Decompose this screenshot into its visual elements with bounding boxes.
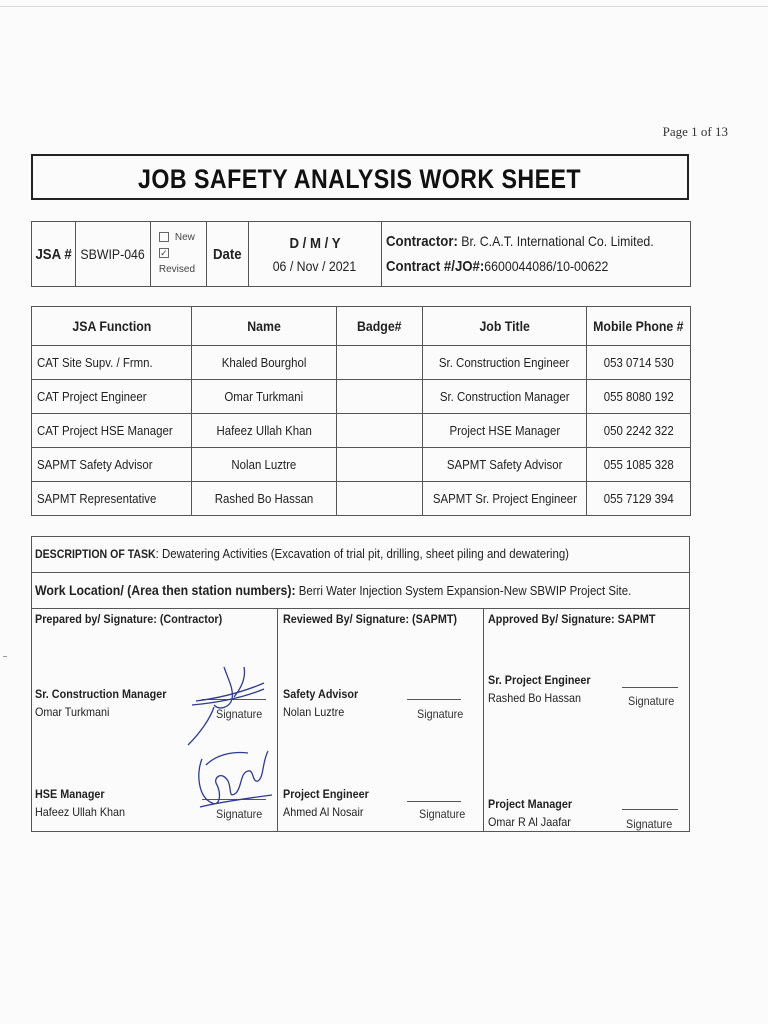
phone-cell: 053 0714 530 <box>587 346 691 380</box>
function-cell: CAT Project Engineer <box>32 380 192 414</box>
scan-mark <box>3 656 7 657</box>
signature-line <box>407 699 461 700</box>
new-option <box>151 230 206 246</box>
signature-label[interactable]: Signature <box>419 807 466 821</box>
table-row <box>32 448 691 482</box>
approved-name: Rashed Bo Hassan <box>488 691 582 705</box>
function-cell: SAPMT Representative <box>32 482 192 516</box>
date-label: Date <box>213 245 242 263</box>
signature-label[interactable]: Signature <box>628 694 675 708</box>
scan-edge-line <box>0 6 768 7</box>
reviewed-role: Project Engineer <box>283 787 369 801</box>
job-title-cell: Project HSE Manager <box>422 414 587 448</box>
contractor-cell <box>381 222 690 287</box>
contract-value: 6600044086/10-00622 <box>484 258 609 274</box>
prepared-role: HSE Manager <box>35 787 105 801</box>
reviewed-name: Nolan Luztre <box>283 705 345 719</box>
badge-cell <box>337 346 423 380</box>
status-cell <box>150 222 206 287</box>
function-cell: SAPMT Safety Advisor <box>32 448 192 482</box>
phone-cell: 055 8080 192 <box>587 380 691 414</box>
dmy-label: D / M / Y <box>289 234 341 252</box>
table-row <box>32 414 691 448</box>
handwritten-signature <box>184 659 268 751</box>
contract-label: Contract #/JO#: <box>385 258 485 275</box>
badge-cell <box>337 380 423 414</box>
col-header-phone: Mobile Phone # <box>587 307 691 346</box>
function-cell: CAT Project HSE Manager <box>32 414 192 448</box>
personnel-header-row <box>32 307 691 346</box>
name-cell: Khaled Bourghol <box>192 346 337 380</box>
name-cell: Omar Turkmani <box>192 380 337 414</box>
page-number: Page 1 of 13 <box>662 124 728 139</box>
jsa-label: JSA # <box>35 245 72 263</box>
badge-cell <box>337 482 423 516</box>
column-divider <box>277 608 278 831</box>
badge-cell <box>337 448 423 482</box>
contractor-label: Contractor: <box>385 233 458 250</box>
name-cell: Hafeez Ullah Khan <box>192 414 337 448</box>
job-title-cell: SAPMT Sr. Project Engineer <box>422 482 587 516</box>
phone-cell: 055 1085 328 <box>587 448 691 482</box>
prepared-name: Omar Turkmani <box>35 705 110 719</box>
reviewed-name: Ahmed Al Nosair <box>283 805 364 819</box>
signature-label[interactable]: Signature <box>417 707 464 721</box>
approved-role: Sr. Project Engineer <box>488 673 591 687</box>
prepared-role: Sr. Construction Manager <box>35 687 167 701</box>
phone-cell: 055 7129 394 <box>587 482 691 516</box>
table-row <box>32 482 691 516</box>
col-header-name: Name <box>192 307 337 346</box>
title-box <box>31 154 689 200</box>
new-checkbox[interactable] <box>159 232 169 242</box>
approved-heading: Approved By/ Signature: SAPMT <box>488 612 656 626</box>
job-title-cell: SAPMT Safety Advisor <box>422 448 587 482</box>
date-value: 06 / Nov / 2021 <box>272 257 357 274</box>
badge-cell <box>337 414 423 448</box>
approved-name: Omar R Al Jaafar <box>488 815 571 829</box>
jsa-label-cell <box>32 222 76 287</box>
col-header-badge: Badge# <box>337 307 423 346</box>
prepared-heading: Prepared by/ Signature: (Contractor) <box>35 612 223 626</box>
handwritten-signature <box>192 743 274 815</box>
table-row <box>32 346 691 380</box>
col-header-title: Job Title <box>422 307 587 346</box>
signature-line <box>622 687 678 688</box>
signature-line <box>622 809 678 810</box>
col-header-function: JSA Function <box>32 307 192 346</box>
revised-checkbox[interactable]: ✓ <box>160 248 168 259</box>
name-cell: Rashed Bo Hassan <box>192 482 337 516</box>
phone-cell: 050 2242 322 <box>587 414 691 448</box>
job-title-cell: Sr. Construction Manager <box>422 380 587 414</box>
name-cell: Nolan Luztre <box>192 448 337 482</box>
table-row <box>32 380 691 414</box>
reviewed-role: Safety Advisor <box>283 687 359 701</box>
task-description-label: DESCRIPTION OF TASK <box>35 547 156 561</box>
task-description-value: : Dewatering Activities (Excavation of trial pit, drilling, sheet piling and dewatering) <box>155 546 569 561</box>
task-description-row <box>32 537 689 573</box>
prepared-name: Hafeez Ullah Khan <box>35 805 126 819</box>
contractor-value: Br. C.A.T. International Co. Limited. <box>461 233 654 249</box>
work-location-label: Work Location/ (Area then station numbers): <box>35 582 296 598</box>
work-location-row <box>32 572 689 609</box>
signature-label[interactable]: Signature <box>216 807 263 821</box>
jsa-number-cell <box>76 222 151 287</box>
new-label: New <box>174 232 195 243</box>
jsa-header-table <box>31 221 691 287</box>
date-label-cell <box>207 222 249 287</box>
signature-label[interactable]: Signature <box>216 707 263 721</box>
approved-role: Project Manager <box>488 797 573 811</box>
reviewed-heading: Reviewed By/ Signature: (SAPMT) <box>283 612 458 626</box>
work-location-value: Berri Water Injection System Expansion-New SBWIP Project Site. <box>295 583 632 598</box>
column-divider <box>483 608 484 831</box>
job-title-cell: Sr. Construction Engineer <box>422 346 587 380</box>
document-title: JOB SAFETY ANALYSIS WORK SHEET <box>138 163 582 194</box>
revised-label: Revised <box>158 264 196 275</box>
task-section <box>31 536 690 832</box>
signature-label[interactable]: Signature <box>626 817 673 831</box>
personnel-table <box>31 306 691 516</box>
jsa-number: SBWIP-046 <box>80 246 146 262</box>
date-value-cell <box>248 222 381 287</box>
function-cell: CAT Site Supv. / Frmn. <box>32 346 192 380</box>
signature-line <box>407 801 461 802</box>
revised-option <box>151 246 206 278</box>
